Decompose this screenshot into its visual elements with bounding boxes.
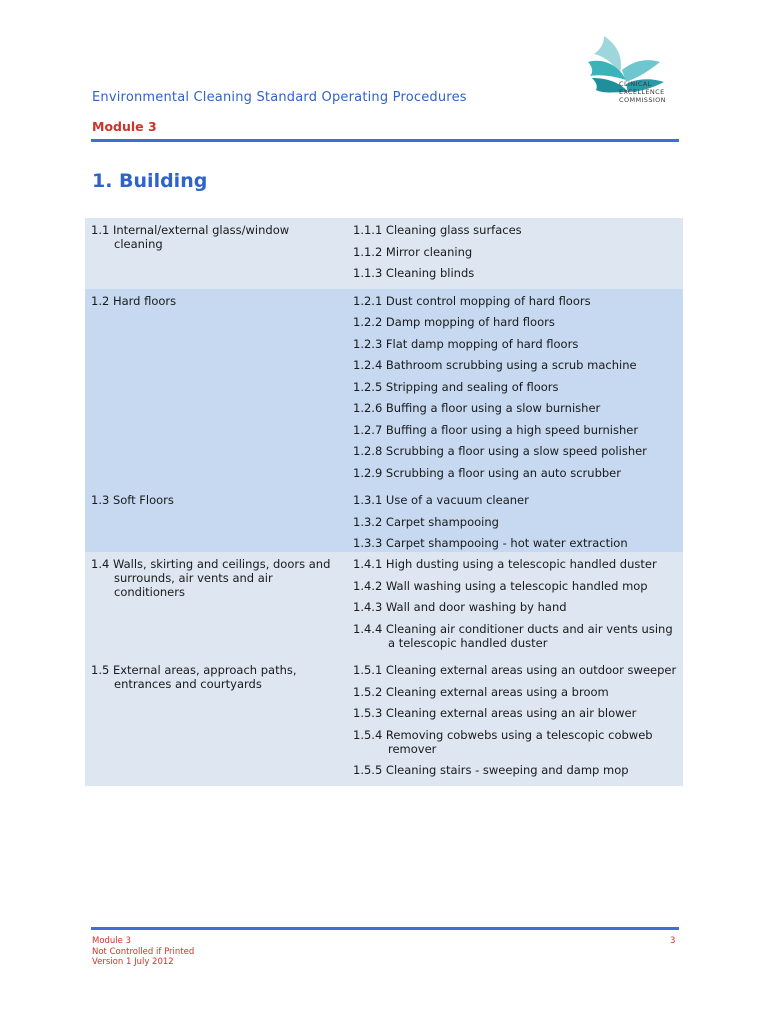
table-row bbox=[85, 218, 683, 289]
footer-module: Module 3 bbox=[92, 936, 132, 946]
document-title: Environmental Cleaning Standard Operating Procedures bbox=[92, 90, 467, 105]
list-item: 1.1.3 Cleaning blinds bbox=[353, 266, 475, 280]
list-item: 1.2.1 Dust control mopping of hard floors bbox=[353, 293, 591, 308]
list-item: 1.2.3 Flat damp mopping of hard floors bbox=[353, 336, 579, 351]
footer-divider bbox=[91, 927, 679, 930]
table-row bbox=[85, 289, 683, 489]
category-cell bbox=[85, 658, 347, 785]
category-cell bbox=[85, 488, 347, 551]
list-item: 1.2.4 Bathroom scrubbing using a scrub machine bbox=[353, 358, 637, 372]
table-row bbox=[85, 552, 683, 658]
category-label: 1.5 External areas, approach paths, entrances and courtyards bbox=[91, 663, 297, 691]
items-cell bbox=[347, 218, 683, 288]
items-cell bbox=[347, 289, 683, 488]
footer bbox=[92, 936, 194, 968]
category-cell bbox=[85, 218, 347, 288]
list-item: 1.4.4 Cleaning air conditioner ducts and air vents using a telescopic handled duster bbox=[353, 621, 673, 650]
page-number: 3 bbox=[670, 936, 676, 946]
list-item: 1.2.8 Scrubbing a floor using a slow speed polisher bbox=[353, 444, 647, 458]
list-item: 1.4.2 Wall washing using a telescopic handled mop bbox=[353, 578, 648, 593]
procedures-table bbox=[85, 218, 683, 786]
list-item: 1.4.1 High dusting using a telescopic handled duster bbox=[353, 557, 657, 571]
list-item: 1.1.2 Mirror cleaning bbox=[353, 244, 473, 259]
list-item: 1.5.4 Removing cobwebs using a telescopic cobweb remover bbox=[353, 727, 653, 756]
items-cell bbox=[347, 488, 683, 551]
list-item: 1.5.1 Cleaning external areas using an outdoor sweeper bbox=[353, 663, 677, 677]
list-item: 1.3.1 Use of a vacuum cleaner bbox=[353, 493, 529, 507]
list-item: 1.2.6 Buffing a floor using a slow burnisher bbox=[353, 401, 601, 415]
footer-version: Version 1 July 2012 bbox=[92, 957, 174, 967]
category-label: 1.1 Internal/external glass/window cleaning bbox=[91, 223, 290, 251]
footer-control-note: Not Controlled if Printed bbox=[92, 946, 195, 957]
list-item: 1.2.2 Damp mopping of hard floors bbox=[353, 315, 555, 329]
module-label: Module 3 bbox=[92, 119, 157, 134]
list-item: 1.3.3 Carpet shampooing - hot water extraction bbox=[353, 536, 628, 550]
section-heading: 1. Building bbox=[92, 170, 208, 192]
category-label: 1.4 Walls, skirting and ceilings, doors and surrounds, air vents and air conditioners bbox=[91, 557, 331, 599]
logo-line: CLINICAL bbox=[619, 80, 652, 88]
category-label: 1.3 Soft Floors bbox=[91, 493, 174, 507]
list-item: 1.2.5 Stripping and sealing of floors bbox=[353, 379, 559, 394]
logo-line: COMMISSION bbox=[619, 96, 666, 104]
list-item: 1.5.3 Cleaning external areas using an air blower bbox=[353, 706, 637, 720]
table-row bbox=[85, 488, 683, 552]
list-item: 1.1.1 Cleaning glass surfaces bbox=[353, 223, 522, 237]
category-label: 1.2 Hard floors bbox=[91, 293, 177, 308]
items-cell bbox=[347, 658, 683, 785]
logo-wordmark bbox=[619, 80, 666, 104]
list-item: 1.5.5 Cleaning stairs - sweeping and damp mop bbox=[353, 763, 629, 777]
items-cell bbox=[347, 552, 683, 657]
list-item: 1.2.9 Scrubbing a floor using an auto scrubber bbox=[353, 465, 621, 480]
list-item: 1.4.3 Wall and door washing by hand bbox=[353, 600, 567, 614]
category-cell bbox=[85, 289, 347, 488]
list-item: 1.2.7 Buffing a floor using a high speed burnisher bbox=[353, 422, 639, 437]
list-item: 1.3.2 Carpet shampooing bbox=[353, 514, 499, 529]
logo-line: EXCELLENCE bbox=[619, 88, 665, 96]
table-row bbox=[85, 658, 683, 786]
category-cell bbox=[85, 552, 347, 657]
header-divider bbox=[91, 139, 679, 142]
list-item: 1.5.2 Cleaning external areas using a broom bbox=[353, 684, 609, 699]
